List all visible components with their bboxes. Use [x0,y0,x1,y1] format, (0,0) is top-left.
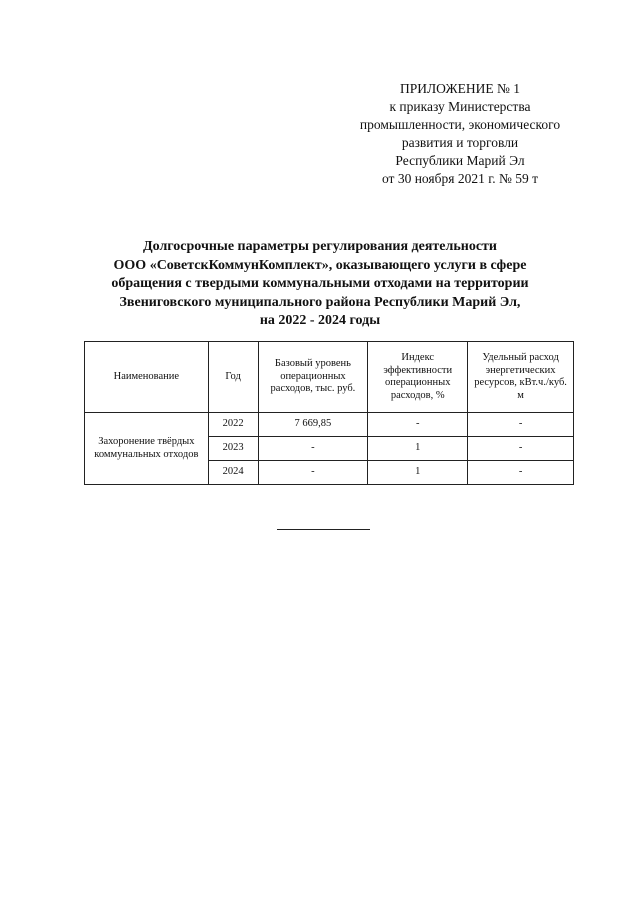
base-cost-cell: - [258,461,368,485]
energy-use-cell: - [468,461,574,485]
appendix-line: развития и торговли [401,135,519,150]
closing-divider [277,529,370,530]
energy-use-cell: - [468,413,574,437]
year-cell: 2023 [208,437,258,461]
header-base-cost: Базовый уровень операционных расходов, тыс. руб. [258,342,368,413]
efficiency-index-cell: 1 [368,461,468,485]
header-energy-use: Удельный расход энергетических ресурсов, кВт.ч./куб. м [468,342,574,413]
efficiency-index-cell: 1 [368,437,468,461]
header-year: Год [208,342,258,413]
appendix-line: от 30 ноября 2021 г. № 59 т [381,171,539,186]
appendix-header [300,80,620,188]
year-cell: 2024 [208,461,258,485]
appendix-line: Республики Марий Эл [395,153,525,168]
base-cost-cell: - [258,437,368,461]
efficiency-index-cell: - [368,413,468,437]
title-line: ООО «СоветскКоммунКомплект», оказывающего услуги в сфере [113,257,527,273]
table-row [85,413,574,437]
appendix-line: к приказу Министерства [389,99,531,114]
appendix-line: ПРИЛОЖЕНИЕ № 1 [399,81,521,96]
service-name-cell: Захоронение твёрдых коммунальных отходов [85,413,209,485]
title-line: Звениговского муниципального района Республики Марий Эл, [119,294,521,310]
title-line: обращения с твердыми коммунальными отходами на территории [111,276,529,291]
title-line: Долгосрочные параметры регулирования деятельности [143,239,497,254]
base-cost-cell: 7 669,85 [258,413,368,437]
document-title [60,238,580,331]
header-efficiency-index: Индекс эффективности операционных расходов, % [368,342,468,413]
table-header-row [85,342,574,413]
appendix-line: промышленности, экономического [359,117,561,132]
title-line: на 2022 - 2024 годы [259,313,381,328]
parameters-table [84,341,574,485]
header-name: Наименование [85,342,209,413]
energy-use-cell: - [468,437,574,461]
year-cell: 2022 [208,413,258,437]
